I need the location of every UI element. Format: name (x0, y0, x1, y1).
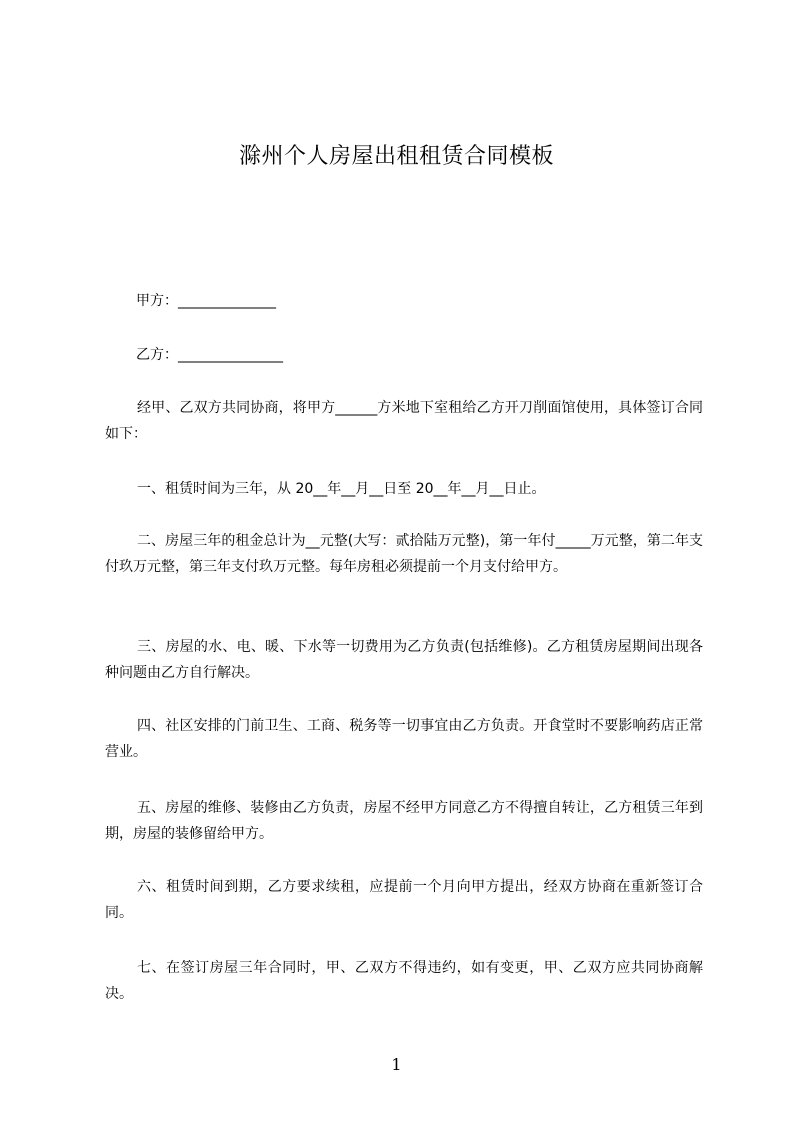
clause-1: 一、租赁时间为三年，从 20__年__月__日至 20__年__月__日止。 (137, 481, 546, 497)
clause-5: 五、房屋的维修、装修由乙方负责，房屋不经甲方同意乙方不得擅自转让，乙方租赁三年到期，房屋的装修留给甲方。 (105, 800, 703, 842)
clause-3: 三、房屋的水、电、暖、下水等一切费用为乙方负责(包括维修)。乙方租赁房屋期间出现各种问题由乙方自行解决。 (105, 639, 703, 681)
intro-paragraph: 经甲、乙双方共同协商，将甲方______方米地下室租给乙方开刀削面馆使用，具体签订合同如下： (105, 400, 703, 442)
party-a-field: 甲方：______________ (136, 293, 276, 309)
clause-2: 二、房屋三年的租金总计为__元整(大写：贰拾陆万元整)，第一年付_____万元整，第二年支付玖万元整，第三年支付玖万元整。每年房租必须提前一个月支付给甲方。 (105, 533, 703, 575)
party-b-field: 乙方：_______________ (136, 347, 283, 363)
clause-6: 六、租赁时间到期，乙方要求续租，应提前一个月向甲方提出，经双方协商在重新签订合同。 (105, 879, 703, 921)
clause-7: 七、在签订房屋三年合同时，甲、乙双方不得违约，如有变更，甲、乙双方应共同协商解决。 (105, 960, 703, 1002)
page-number: 1 (391, 1055, 402, 1074)
clause-4: 四、社区安排的门前卫生、工商、税务等一切事宜由乙方负责。开食堂时不要影响药店正常营业。 (105, 718, 703, 760)
document-title: 滁州个人房屋出租租赁合同模板 (238, 144, 554, 169)
